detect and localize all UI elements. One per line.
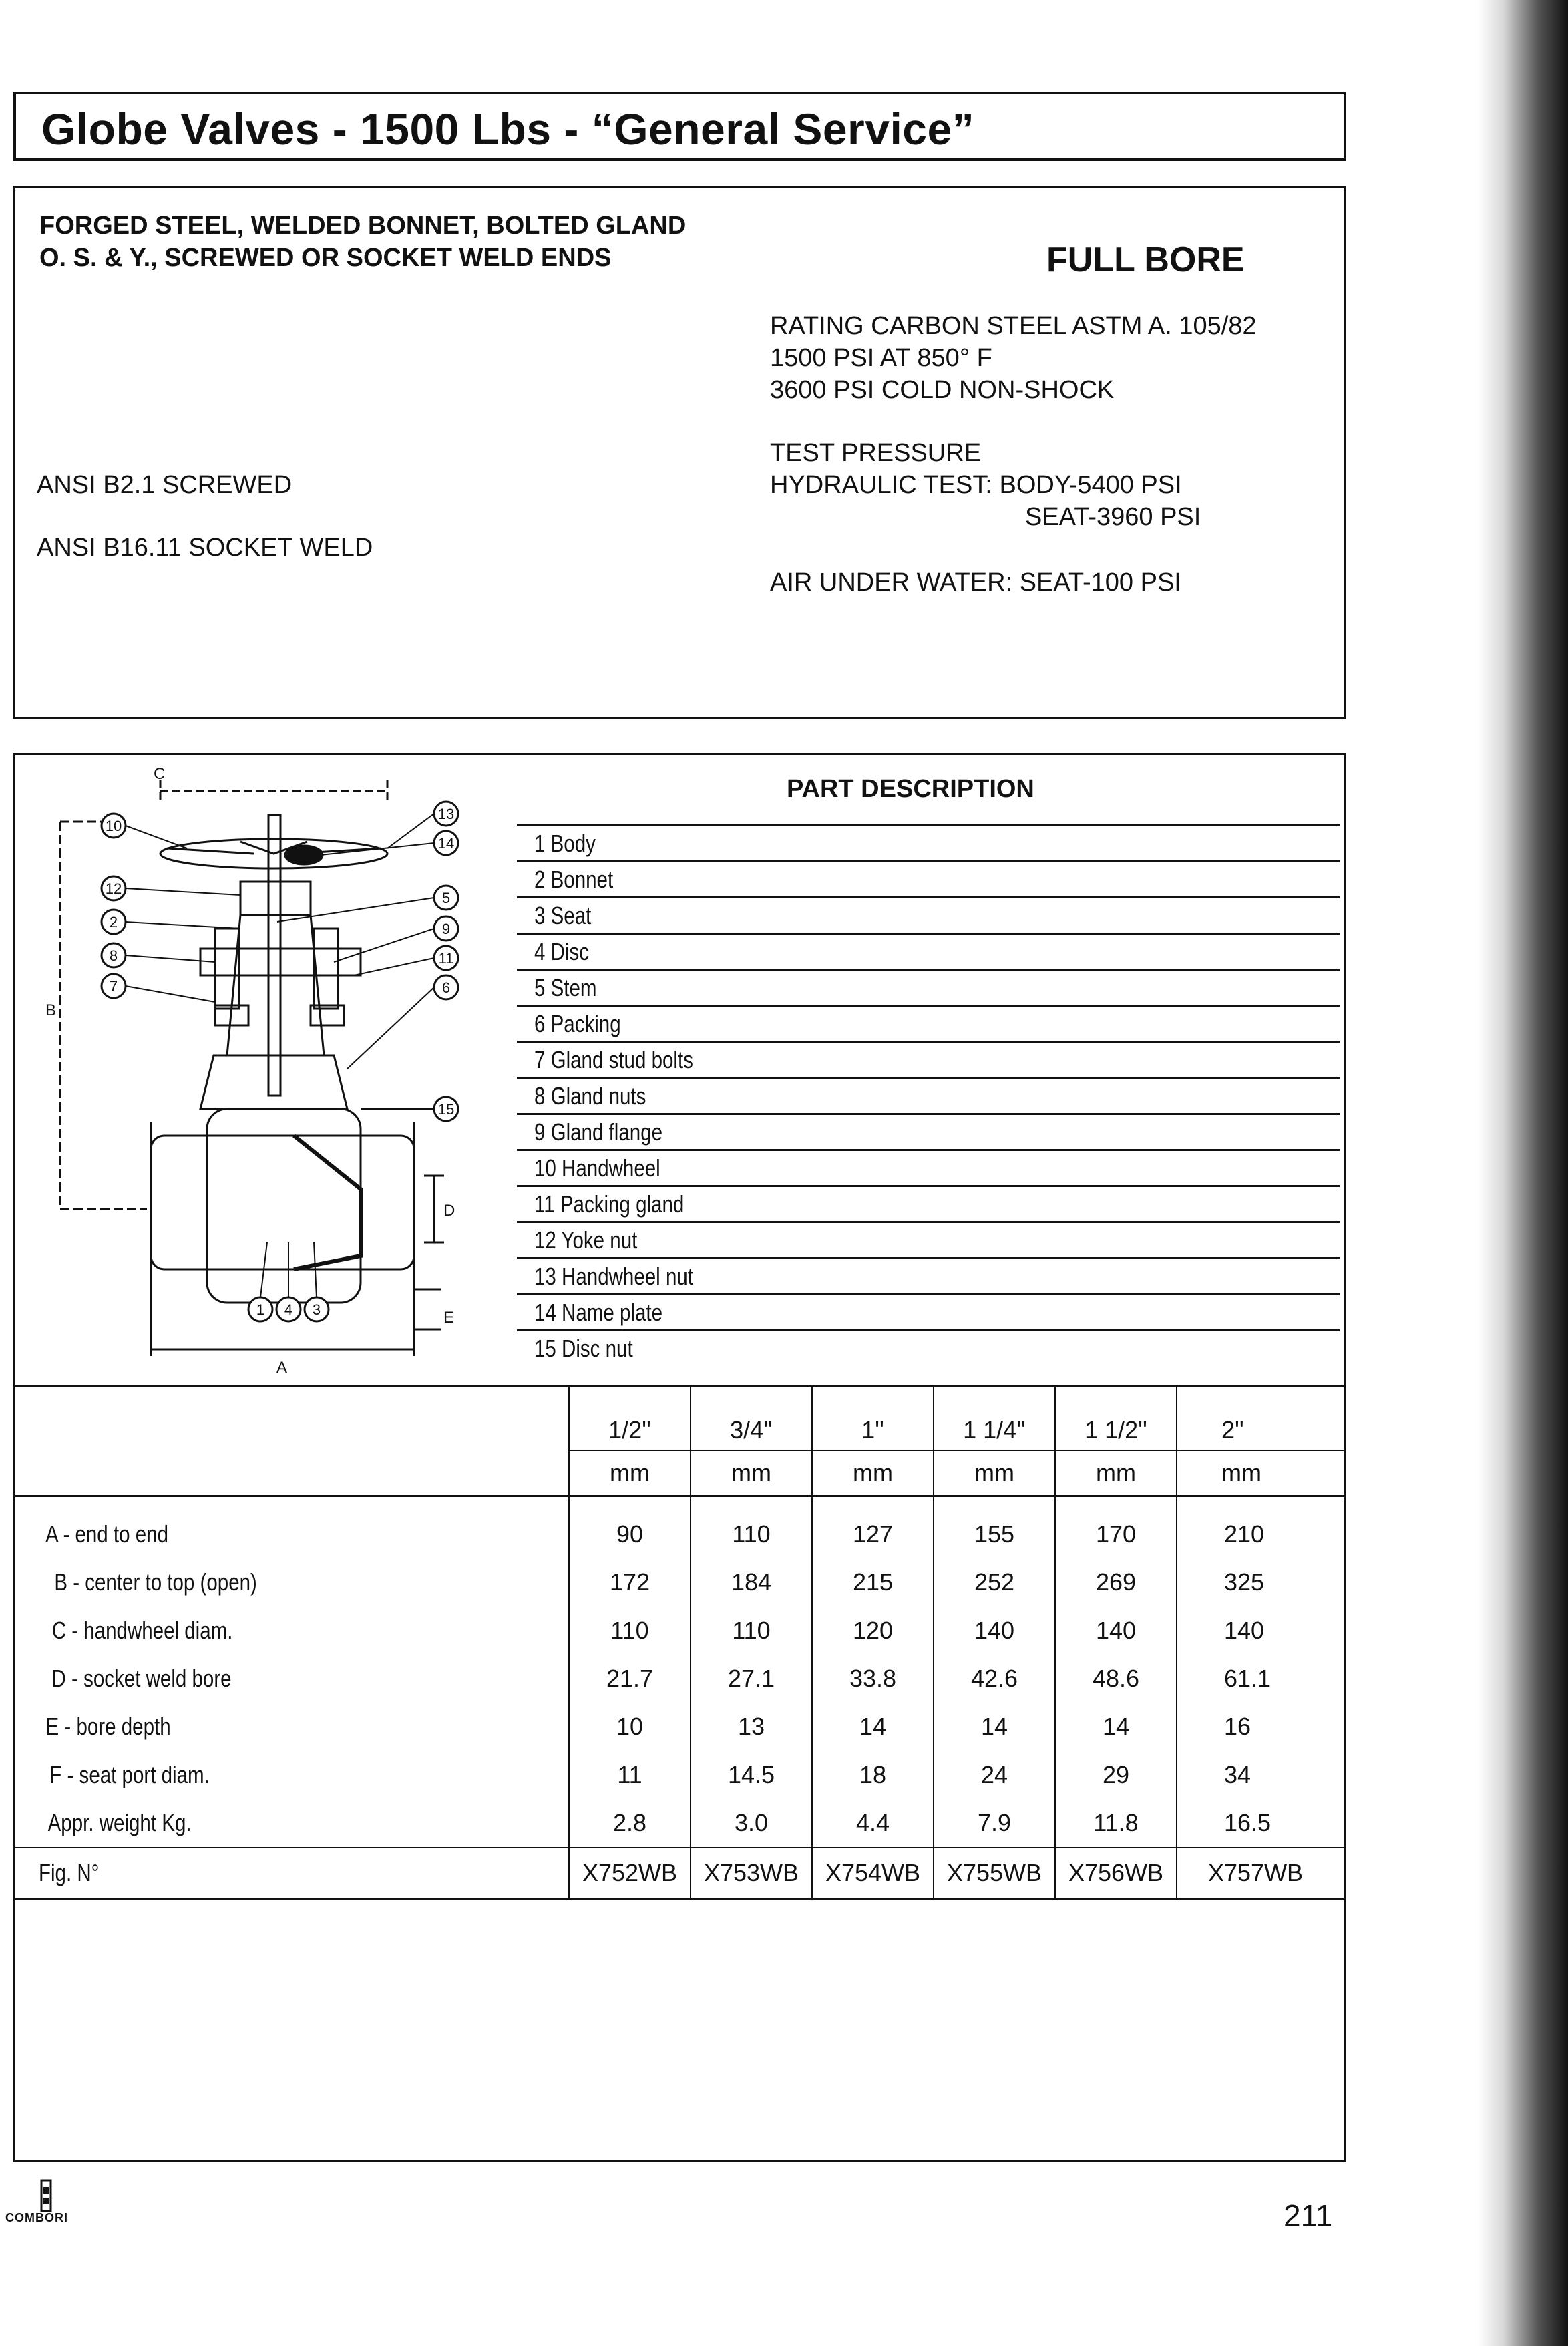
value-cell: 11.8 bbox=[1055, 1799, 1177, 1848]
test-pressure-heading: TEST PRESSURE bbox=[770, 439, 982, 467]
value-cell: 24 bbox=[934, 1751, 1055, 1799]
dim-e-label: E bbox=[443, 1309, 455, 1327]
fig-number-cell: X755WB bbox=[934, 1848, 1055, 1899]
svg-text:9: 9 bbox=[441, 920, 451, 937]
table-row bbox=[13, 1703, 1346, 1751]
callout-12 bbox=[102, 876, 126, 900]
full-bore-label: FULL BORE bbox=[1046, 240, 1245, 279]
unit-cell: mm bbox=[1055, 1450, 1177, 1496]
stem-shape bbox=[268, 815, 280, 1096]
valve-drawing bbox=[40, 765, 521, 1430]
value-cell: 42.6 bbox=[934, 1655, 1055, 1703]
fig-number-cell: X753WB bbox=[691, 1848, 812, 1899]
part-row: 1 Body bbox=[517, 824, 1340, 860]
part-row: 13 Handwheel nut bbox=[517, 1257, 1340, 1293]
callout-10 bbox=[102, 814, 126, 838]
value-cell: 155 bbox=[934, 1510, 1055, 1558]
part-row: 2 Bonnet bbox=[517, 860, 1340, 896]
size-cell: 1 1/2'' bbox=[1055, 1385, 1177, 1450]
value-cell: 110 bbox=[691, 1510, 812, 1558]
value-cell: 120 bbox=[812, 1607, 934, 1655]
row-label: E - bore depth bbox=[13, 1703, 569, 1751]
callout-7 bbox=[102, 974, 126, 998]
row-label: A - end to end bbox=[13, 1510, 569, 1558]
bonnet-shape bbox=[200, 1055, 347, 1109]
value-cell: 10 bbox=[569, 1703, 691, 1751]
part-row: 10 Handwheel bbox=[517, 1149, 1340, 1185]
dim-d-line bbox=[424, 1176, 444, 1242]
unit-cell: mm bbox=[812, 1450, 934, 1496]
dim-c-label: C bbox=[154, 765, 166, 783]
svg-text:14: 14 bbox=[437, 835, 455, 852]
size-cell: 1 1/4'' bbox=[934, 1385, 1055, 1450]
row-label: Appr. weight Kg. bbox=[13, 1799, 569, 1848]
svg-text:11: 11 bbox=[438, 950, 454, 967]
value-cell: 14.5 bbox=[691, 1751, 812, 1799]
callout-14 bbox=[434, 831, 458, 855]
table-row bbox=[13, 1751, 1346, 1799]
dim-b-label: B bbox=[45, 1001, 57, 1019]
svg-text:15: 15 bbox=[437, 1101, 455, 1118]
callout-13 bbox=[434, 802, 458, 826]
callout-2 bbox=[102, 910, 126, 934]
svg-text:6: 6 bbox=[441, 979, 451, 996]
size-cell: 2'' bbox=[1177, 1385, 1346, 1450]
unit-cell: mm bbox=[934, 1450, 1055, 1496]
table-row bbox=[13, 1799, 1346, 1848]
dim-c-line bbox=[160, 780, 387, 802]
svg-text:8: 8 bbox=[109, 947, 118, 964]
row-label: C - handwheel diam. bbox=[13, 1607, 569, 1655]
part-row: 11 Packing gland bbox=[517, 1185, 1340, 1221]
value-cell: 13 bbox=[691, 1703, 812, 1751]
table-row bbox=[13, 1655, 1346, 1703]
svg-text:10: 10 bbox=[105, 818, 122, 834]
ansi-socket-weld: ANSI B16.11 SOCKET WELD bbox=[37, 534, 373, 562]
size-cell: 1/2'' bbox=[569, 1385, 691, 1450]
hydraulic-test: HYDRAULIC TEST: BODY-5400 PSI bbox=[770, 471, 1182, 499]
value-cell: 3.0 bbox=[691, 1799, 812, 1848]
part-description-title: PART DESCRIPTION bbox=[787, 775, 1034, 803]
ansi-screwed: ANSI B2.1 SCREWED bbox=[37, 471, 292, 499]
rating-hot: 1500 PSI AT 850° F bbox=[770, 344, 992, 372]
value-cell: 14 bbox=[934, 1703, 1055, 1751]
part-row: 7 Gland stud bolts bbox=[517, 1041, 1340, 1077]
value-cell: 29 bbox=[1055, 1751, 1177, 1799]
value-cell: 172 bbox=[569, 1558, 691, 1607]
value-cell: 4.4 bbox=[812, 1799, 934, 1848]
table-row bbox=[13, 1558, 1346, 1607]
value-cell: 14 bbox=[812, 1703, 934, 1751]
air-under-water: AIR UNDER WATER: SEAT-100 PSI bbox=[770, 568, 1181, 597]
part-row: 12 Yoke nut bbox=[517, 1221, 1340, 1257]
value-cell: 110 bbox=[569, 1607, 691, 1655]
value-cell: 61.1 bbox=[1224, 1665, 1271, 1692]
value-cell: 140 bbox=[1055, 1607, 1177, 1655]
page-number: 211 bbox=[1284, 2198, 1333, 2233]
row-label: D - socket weld bore bbox=[13, 1655, 569, 1703]
value-cell: 2.8 bbox=[569, 1799, 691, 1848]
parts-list bbox=[517, 824, 1340, 1365]
page-edge-shadow bbox=[1468, 0, 1568, 2346]
value-cell: 184 bbox=[691, 1558, 812, 1607]
part-row: 4 Disc bbox=[517, 933, 1340, 969]
svg-text:12: 12 bbox=[105, 880, 122, 897]
part-row: 8 Gland nuts bbox=[517, 1077, 1340, 1113]
callout-1 bbox=[248, 1297, 272, 1321]
value-cell: 21.7 bbox=[569, 1655, 691, 1703]
dim-a-label: A bbox=[276, 1359, 288, 1377]
dimensions-table bbox=[13, 1385, 1346, 1900]
value-cell: 33.8 bbox=[812, 1655, 934, 1703]
value-cell: 127 bbox=[812, 1510, 934, 1558]
size-header-row bbox=[13, 1385, 1346, 1450]
name-plate-shape bbox=[285, 846, 323, 864]
svg-text:1: 1 bbox=[256, 1301, 265, 1318]
fig-number-cell: X757WB bbox=[1177, 1848, 1346, 1899]
body-shape bbox=[151, 1136, 414, 1269]
fig-number-cell: X754WB bbox=[812, 1848, 934, 1899]
table-row bbox=[13, 1607, 1346, 1655]
value-cell: 210 bbox=[1224, 1520, 1265, 1548]
value-cell: 252 bbox=[934, 1558, 1055, 1607]
fig-number-row bbox=[13, 1848, 1346, 1899]
spec-box bbox=[13, 186, 1346, 719]
row-label: Fig. N° bbox=[13, 1848, 569, 1899]
part-row: 14 Name plate bbox=[517, 1293, 1340, 1329]
rating-material: RATING CARBON STEEL ASTM A. 105/82 bbox=[770, 312, 1257, 340]
svg-text:4: 4 bbox=[284, 1301, 293, 1318]
size-cell: 1'' bbox=[812, 1385, 934, 1450]
size-cell: 3/4'' bbox=[691, 1385, 812, 1450]
value-cell: 16 bbox=[1224, 1713, 1251, 1740]
value-cell: 215 bbox=[812, 1558, 934, 1607]
value-cell: 325 bbox=[1224, 1568, 1265, 1596]
value-cell: 27.1 bbox=[691, 1655, 812, 1703]
rating-cold: 3600 PSI COLD NON-SHOCK bbox=[770, 376, 1115, 404]
yoke-nut-shape bbox=[240, 882, 311, 915]
value-cell: 140 bbox=[1224, 1617, 1265, 1644]
spec-construction: FORGED STEEL, WELDED BONNET, BOLTED GLAND bbox=[39, 212, 687, 240]
row-label: B - center to top (open) bbox=[13, 1558, 569, 1607]
svg-text:13: 13 bbox=[437, 806, 455, 822]
fig-number-cell: X756WB bbox=[1055, 1848, 1177, 1899]
value-cell: 90 bbox=[569, 1510, 691, 1558]
title-box bbox=[13, 92, 1346, 161]
part-row: 15 Disc nut bbox=[517, 1329, 1340, 1365]
callout-3 bbox=[305, 1297, 329, 1321]
page-title: Globe Valves - 1500 Lbs - “General Service” bbox=[41, 104, 975, 154]
part-row: 6 Packing bbox=[517, 1005, 1340, 1041]
value-cell: 110 bbox=[691, 1607, 812, 1655]
table-row bbox=[13, 1510, 1346, 1558]
body-center-shape bbox=[207, 1109, 361, 1303]
unit-cell: mm bbox=[1177, 1450, 1346, 1496]
callout-4 bbox=[276, 1297, 301, 1321]
callout-11 bbox=[434, 946, 458, 970]
logo-text: COMBORI bbox=[5, 2211, 68, 2224]
unit-row bbox=[13, 1450, 1346, 1496]
unit-cell: mm bbox=[691, 1450, 812, 1496]
value-cell: 34 bbox=[1224, 1761, 1251, 1788]
dim-a-line bbox=[151, 1122, 414, 1356]
seat-pressure: SEAT-3960 PSI bbox=[1025, 503, 1201, 531]
value-cell: 269 bbox=[1055, 1558, 1177, 1607]
value-cell: 14 bbox=[1055, 1703, 1177, 1751]
svg-text:3: 3 bbox=[312, 1301, 321, 1318]
unit-cell: mm bbox=[569, 1450, 691, 1496]
part-row: 5 Stem bbox=[517, 969, 1340, 1005]
value-cell: 140 bbox=[934, 1607, 1055, 1655]
seat-hatch bbox=[294, 1136, 361, 1269]
spec-ends: O. S. & Y., SCREWED OR SOCKET WELD ENDS bbox=[39, 244, 612, 272]
callout-5 bbox=[434, 886, 458, 910]
value-cell: 7.9 bbox=[934, 1799, 1055, 1848]
part-row: 3 Seat bbox=[517, 896, 1340, 933]
dim-e-line bbox=[414, 1289, 441, 1329]
value-cell: 11 bbox=[569, 1751, 691, 1799]
row-label: F - seat port diam. bbox=[13, 1751, 569, 1799]
dim-d-label: D bbox=[443, 1202, 455, 1220]
value-cell: 16.5 bbox=[1224, 1809, 1271, 1836]
callout-9 bbox=[434, 916, 458, 941]
callout-8 bbox=[102, 943, 126, 967]
value-cell: 170 bbox=[1055, 1510, 1177, 1558]
svg-text:2: 2 bbox=[109, 914, 118, 931]
callout-15 bbox=[434, 1097, 458, 1121]
callout-6 bbox=[434, 975, 458, 999]
value-cell: 18 bbox=[812, 1751, 934, 1799]
yoke-arms bbox=[227, 915, 324, 1055]
value-cell: 48.6 bbox=[1055, 1655, 1177, 1703]
fig-number-cell: X752WB bbox=[569, 1848, 691, 1899]
dim-b-line bbox=[60, 822, 147, 1209]
svg-text:7: 7 bbox=[109, 978, 118, 995]
part-row: 9 Gland flange bbox=[517, 1113, 1340, 1149]
svg-text:5: 5 bbox=[441, 890, 451, 906]
